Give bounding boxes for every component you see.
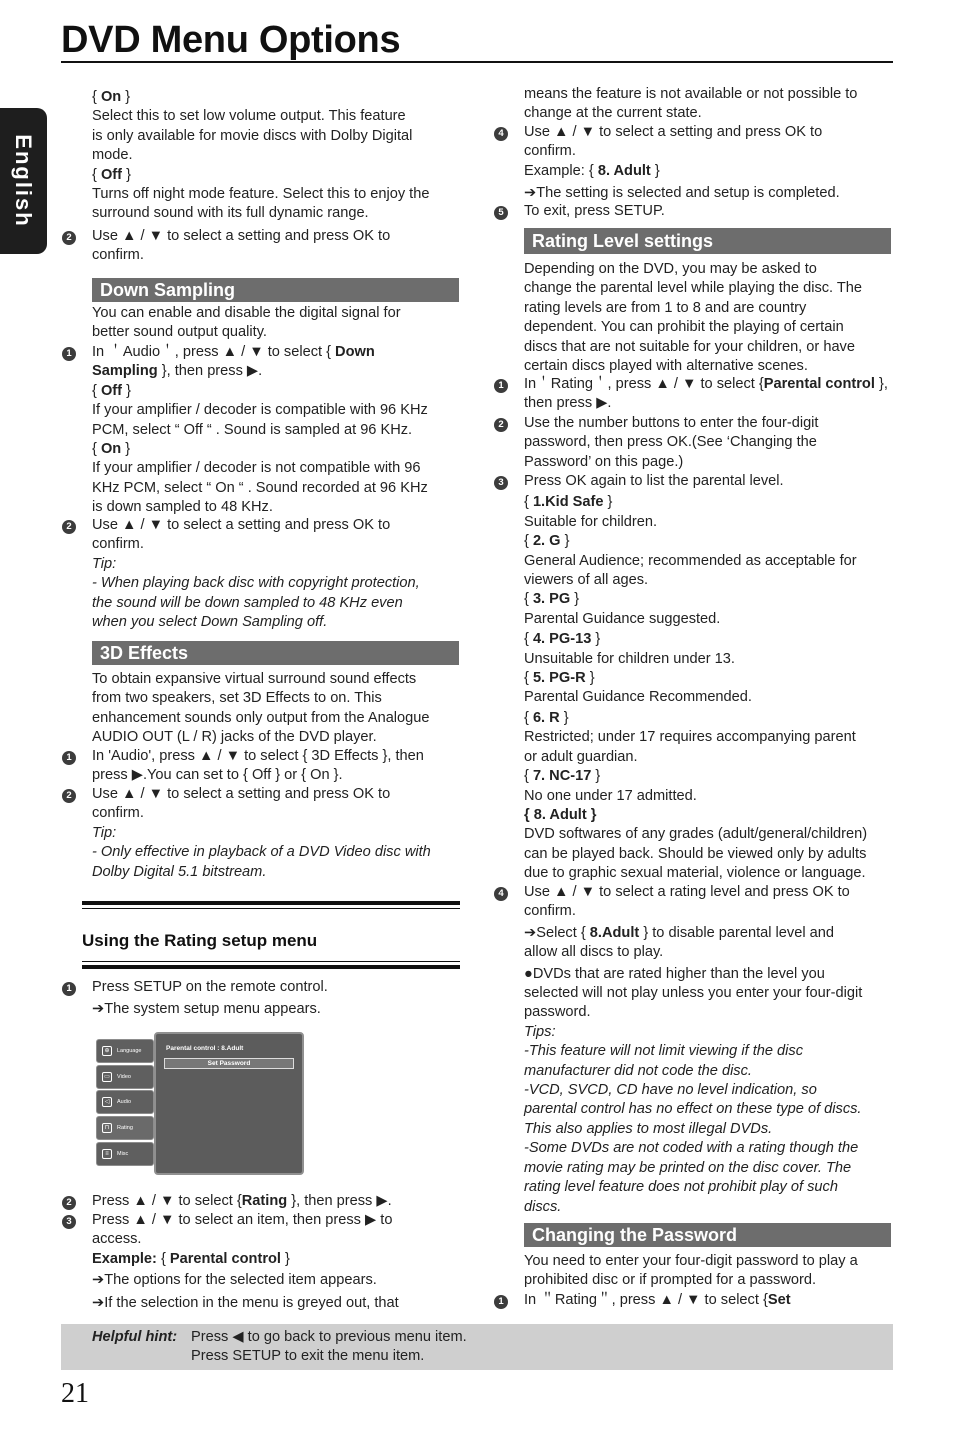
tip-label: Tip: — [92, 555, 117, 572]
rating-menu-heading: Using the Rating setup menu — [82, 931, 318, 950]
text-line: change at the current state. — [524, 105, 702, 122]
tip-line: the sound will be down sampled to 48 KHz even — [92, 594, 403, 611]
rating-level-step-1 — [524, 375, 892, 414]
3d-effects-step-1 — [92, 747, 460, 786]
step-line: In 'Audio', press ▲ / ▼ to select { 3D Effects }, then — [92, 748, 424, 764]
off-option-line: surround sound with its full dynamic range. — [92, 205, 369, 222]
section-heading-down-sampling: Down Sampling — [92, 278, 459, 302]
option-name: Set — [767, 1292, 791, 1308]
tip-line: movie rating may be printed on the disc cover. The — [524, 1159, 852, 1176]
level-label: 8. Adult — [533, 806, 587, 823]
step-result: ➔If the selection in the menu is greyed out, that — [92, 1294, 399, 1311]
step-text: }, then press ▶. — [161, 363, 263, 380]
step-number-badge: 4 — [494, 127, 508, 141]
lock-icon: ⊓ — [102, 1123, 112, 1133]
level-desc: General Audience; recommended as acceptable for — [524, 552, 857, 569]
tips-label: Tips: — [524, 1023, 556, 1040]
step-number-badge: 2 — [62, 789, 76, 803]
level-label: 2. G — [532, 533, 561, 550]
step-line: confirm. — [524, 143, 576, 160]
step-result: ➔The system setup menu appears. — [92, 1001, 321, 1018]
step-number-badge: 5 — [494, 206, 508, 220]
intro-line: change the parental level while playing the disc. The — [524, 280, 863, 297]
menu-item-misc — [96, 1142, 154, 1166]
intro-line: prohibited disc or if prompted for a password. — [524, 1272, 817, 1289]
level-desc: Parental Guidance suggested. — [524, 610, 721, 627]
step-number-badge: 1 — [494, 379, 508, 393]
tip-line: -This feature will not limit viewing if the disc — [524, 1043, 803, 1060]
level-label: 4. PG-13 — [532, 631, 592, 648]
continued-text — [524, 85, 892, 124]
set-password-item: Set Password — [164, 1058, 294, 1069]
rating-level-intro — [524, 260, 892, 376]
menu-item-label: Language — [117, 1048, 142, 1054]
step-line: confirm. — [92, 805, 144, 822]
off-option-label: Off — [100, 382, 123, 399]
note-line: selected will not play unless you enter your four-digit — [524, 985, 863, 1002]
parental-control-line: Parental control : 8.Adult — [166, 1045, 244, 1052]
step-text: Press ▲ / ▼ to select { — [92, 1193, 242, 1209]
intro-line: To obtain expansive virtual surround sound effects — [92, 671, 417, 687]
step-line: Use ▲ / ▼ to select a setting and press OK to — [92, 228, 391, 244]
level-label: 5. PG-R — [532, 670, 586, 687]
title-divider — [61, 61, 893, 63]
option-name: 8.Adult — [589, 924, 640, 941]
step-text: }, — [878, 376, 888, 392]
step-line: Use ▲ / ▼ to select a setting and press OK to — [92, 786, 391, 802]
intro-line: discs that are not suitable for your children, or have — [524, 338, 855, 355]
step-line: Press ▲ / ▼ to select an item, then press ▶ to — [92, 1212, 393, 1228]
off-option-line: If your amplifier / decoder is compatible with 96 KHz — [92, 402, 428, 419]
hint-line: Press SETUP to exit the menu item. — [191, 1348, 425, 1365]
on-option-label: On — [100, 89, 122, 105]
page-title: DVD Menu Options — [61, 19, 401, 61]
intro-line: dependent. You can prohibit the playing of certain — [524, 319, 844, 336]
step-result: ➔Select { — [524, 924, 586, 941]
level-desc: No one under 17 admitted. — [524, 787, 697, 804]
tip-line: rating level feature does not prohibit play of such — [524, 1179, 838, 1196]
section-heading-password: Changing the Password — [524, 1223, 891, 1247]
rating-level-step-2 — [524, 414, 892, 472]
intro-line: from two speakers, set 3D Effects to on. This — [92, 690, 382, 707]
on-option-line: is only available for movie discs with Dolby Digital — [92, 127, 413, 144]
step-line: access. — [92, 1231, 142, 1248]
level-label: 6. R — [532, 709, 560, 726]
level-label: 1.Kid Safe — [532, 494, 604, 511]
step-line: Password’ on this page.) — [524, 453, 684, 470]
down-sampling-step-1: In ＇Audio＇, press ▲ / ▼ to select { Down Sampling }, then press ▶. { Off } If your amplifier / decoder is compatible with 96 KHz PCM, select “ Off “ . Sound is sampled at 96 KHz. { On } If your amplifier / decoder is not compatible with 96 KHz PCM, select “ On “ . Sound recorded at 96 KHz is down sampled to 48 KHz. — [92, 343, 460, 518]
language-tab-label: English — [11, 134, 36, 228]
step-number-badge: 1 — [494, 1295, 508, 1309]
step-line: confirm. — [524, 903, 576, 920]
level-desc: Parental Guidance Recommended. — [524, 689, 752, 706]
off-option-line: PCM, select “ Off “ . Sound is sampled at 96 KHz. — [92, 421, 413, 438]
level-desc: Restricted; under 17 requires accompanying parent — [524, 729, 856, 746]
level-desc: DVD softwares of any grades (adult/general/children) — [524, 826, 868, 843]
tip-line: manufacturer did not code the disc. — [524, 1062, 752, 1079]
on-option-line: is down sampled to 48 KHz. — [92, 499, 273, 516]
section-heading-3d-effects: 3D Effects — [92, 641, 459, 665]
tip-line: Dolby Digital 5.1 bitstream. — [92, 863, 267, 880]
step-number-badge: 2 — [62, 231, 76, 245]
option-name: Down — [335, 344, 375, 360]
tip-line: parental control has no effect on these type of discs. — [524, 1101, 862, 1118]
intro-line: You can enable and disable the digital signal for — [92, 305, 401, 321]
step-number-badge: 4 — [494, 887, 508, 901]
example-text: Example: { — [524, 162, 594, 179]
section-rule-top — [82, 901, 460, 905]
on-option-line: mode. — [92, 147, 133, 164]
note-line: ●DVDs that are rated higher than the level you — [524, 965, 825, 982]
off-option-line: Turns off night mode feature. Select this to enjoy the — [92, 186, 430, 203]
on-option-line: If your amplifier / decoder is not compatible with 96 — [92, 460, 421, 477]
step-text: }, then press ▶. — [291, 1193, 392, 1209]
menu-item-audio — [96, 1090, 154, 1114]
step-line: To exit, press SETUP. — [524, 203, 665, 219]
section-rule-bottom — [82, 965, 460, 969]
step-line: Use the number buttons to enter the four-digit — [524, 415, 819, 431]
password-intro — [524, 1252, 892, 1291]
example-value: 8. Adult — [597, 162, 651, 179]
down-sampling-intro — [92, 304, 460, 343]
level-desc: can be played back. Should be viewed only by adults — [524, 845, 867, 862]
setup-menu-sidebar — [96, 1032, 156, 1175]
level-desc: Suitable for children. — [524, 513, 658, 530]
step-result: ➔The options for the selected item appears. — [92, 1272, 377, 1289]
step-line: Press SETUP on the remote control. — [92, 979, 328, 995]
tip-line: - When playing back disc with copyright protection, — [92, 575, 420, 592]
3d-effects-step-2 — [92, 785, 460, 882]
step-number-badge: 3 — [494, 476, 508, 490]
step-line: Use ▲ / ▼ to select a setting and press OK to — [524, 124, 823, 140]
step-text: then press ▶. — [524, 395, 612, 412]
video-icon: ▭ — [102, 1072, 112, 1082]
rating-menu-step-3: Press ▲ / ▼ to select an item, then press ▶ to access. Example: { Parental control } ➔The options for the selected item appears. ➔If the selection in the menu is greyed out, that — [92, 1211, 460, 1313]
step-line: confirm. — [92, 247, 144, 264]
menu-item-label: Audio — [117, 1099, 132, 1105]
globe-icon: ⊕ — [102, 1046, 112, 1056]
off-option-label: Off — [100, 166, 123, 183]
misc-icon: ≡ — [102, 1149, 112, 1159]
hint-label: Helpful hint — [92, 1329, 173, 1345]
setup-menu-panel — [154, 1032, 304, 1175]
level-label: 7. NC-17 — [532, 768, 592, 785]
step-line: Use ▲ / ▼ to select a setting and press OK to — [92, 517, 391, 533]
tip-line: when you select Down Sampling off. — [92, 614, 328, 631]
level-label: 3. PG — [532, 591, 571, 608]
menu-item-label: Video — [117, 1074, 131, 1080]
menu-item-label: Misc — [117, 1151, 129, 1157]
step-line: Use ▲ / ▼ to select a rating level and press OK to — [524, 884, 850, 900]
example-label: Example: — [92, 1250, 157, 1267]
intro-line: enhancement sounds only output from the Analogue — [92, 709, 430, 726]
option-name: Parental control — [763, 376, 875, 392]
tip-line: discs. — [524, 1198, 562, 1215]
level-desc: Unsuitable for children under 13. — [524, 650, 735, 667]
step-line: confirm. — [92, 536, 144, 553]
step-result: } to disable parental level and — [643, 924, 834, 941]
option-name: Sampling — [92, 363, 158, 380]
section-rule-top-thin — [82, 908, 460, 909]
menu-item-label: Rating — [117, 1125, 133, 1131]
note-line: password. — [524, 1004, 591, 1021]
step-number-badge: 1 — [62, 751, 76, 765]
menu-item-rating — [96, 1116, 154, 1140]
tip-line: - Only effective in playback of a DVD Video disc with — [92, 844, 431, 861]
section-heading-rating-level: Rating Level settings — [524, 228, 891, 254]
level-desc: due to graphic sexual material, violence or language. — [524, 865, 866, 882]
language-tab — [0, 108, 47, 254]
step-line: press ▶.You can set to { Off } or { On }. — [92, 767, 343, 784]
section-rule-bottom-thin — [82, 961, 460, 962]
step-number-badge: 2 — [494, 418, 508, 432]
rating-level-step-4 — [524, 883, 892, 1217]
tip-line: This also applies to most illegal DVDs. — [524, 1120, 773, 1137]
step-text — [92, 227, 460, 266]
tip-label: Tip: — [92, 824, 117, 841]
3d-effects-intro — [92, 670, 460, 748]
level-desc: or adult guardian. — [524, 748, 638, 765]
night-mode-options: { On } Select this to set low volume output. This feature is only available for movie discs with Dolby Digital mode. { Off } Turns off night mode feature. Select this to enjoy the surround sound with its full dynamic range. — [92, 88, 460, 224]
intro-line: Depending on the DVD, you may be asked to — [524, 261, 817, 277]
step-number-badge: 2 — [62, 1196, 76, 1210]
on-option-line: Select this to set low volume output. This feature — [92, 108, 406, 125]
step-text: In ＇Audio＇, press ▲ / ▼ to select { — [92, 344, 331, 360]
setup-menu-screenshot — [96, 1032, 304, 1175]
step-number-badge: 1 — [62, 347, 76, 361]
page-number: 21 — [61, 1378, 89, 1409]
tip-line: -VCD, SVCD, CD have no level indication, so — [524, 1082, 817, 1099]
step-text: In ＂Rating＂, press ▲ / ▼ to select { — [524, 1292, 768, 1308]
step-number-badge: 3 — [62, 1215, 76, 1229]
intro-line: better sound output quality. — [92, 324, 267, 341]
rating-menu-step-4 — [524, 123, 892, 204]
on-option-label: On — [100, 441, 122, 458]
speaker-icon: ◁ — [102, 1097, 112, 1107]
example-text: } — [654, 162, 660, 179]
text-line: means the feature is not available or not possible to — [524, 86, 858, 102]
step-line: password, then press OK.(See ‘Changing the — [524, 434, 817, 451]
step-text: In＇Rating＇, press ▲ / ▼ to select { — [524, 376, 764, 392]
step-result: ➔The setting is selected and setup is completed. — [524, 185, 840, 202]
rating-menu-step-1 — [92, 978, 460, 1020]
step-number-badge: 1 — [62, 982, 76, 996]
menu-item-video — [96, 1065, 154, 1089]
option-name: Rating — [241, 1193, 288, 1209]
level-desc: viewers of all ages. — [524, 572, 649, 589]
rating-menu-step-2 — [92, 1192, 460, 1211]
example-value: Parental control — [169, 1250, 281, 1267]
rating-menu-step-5 — [524, 202, 892, 221]
step-result: allow all discs to play. — [524, 944, 664, 961]
menu-item-language — [96, 1039, 154, 1063]
step-number-badge: 2 — [62, 520, 76, 534]
helpful-hint-bar: Helpful hint: Press ◀ to go back to previous menu item. Press SETUP to exit the menu item. — [61, 1324, 893, 1370]
hint-line: Press ◀ to go back to previous menu item. — [191, 1329, 467, 1345]
intro-line: certain discs played with alternative scenes. — [524, 358, 808, 375]
rating-level-step-3: Press OK again to list the parental level. { 1.Kid Safe } Suitable for children. { 2. G } General Audience; recommended as acceptable for viewers of all ages. { 3. PG } Parental Guidance suggested. { 4. PG-13 } Unsuitable for children under 13. { 5. PG-R } Parental Guidance Recommended. { 6. R } Restricted; under 17 requires accompanying parent or adult guardian. { 7. NC-17 } No one under 17 admitted. { 8. Adult } DVD softwares of any grades (adult/general/children) can be played back. Should be viewed only by adults due to graphic sexual material, violence or language. — [524, 472, 892, 884]
intro-line: AUDIO OUT (L / R) jacks of the DVD player. — [92, 729, 377, 746]
down-sampling-step-2 — [92, 516, 460, 632]
intro-line: rating levels are from 1 to 8 and are country — [524, 299, 807, 316]
tip-line: -Some DVDs are not coded with a rating though the — [524, 1140, 859, 1157]
on-option-line: KHz PCM, select “ On “ . Sound recorded at 96 KHz — [92, 479, 428, 496]
intro-line: You need to enter your four-digit password to play a — [524, 1253, 858, 1269]
step-line: Press OK again to list the parental level. — [524, 473, 784, 489]
password-step-1 — [524, 1291, 892, 1310]
